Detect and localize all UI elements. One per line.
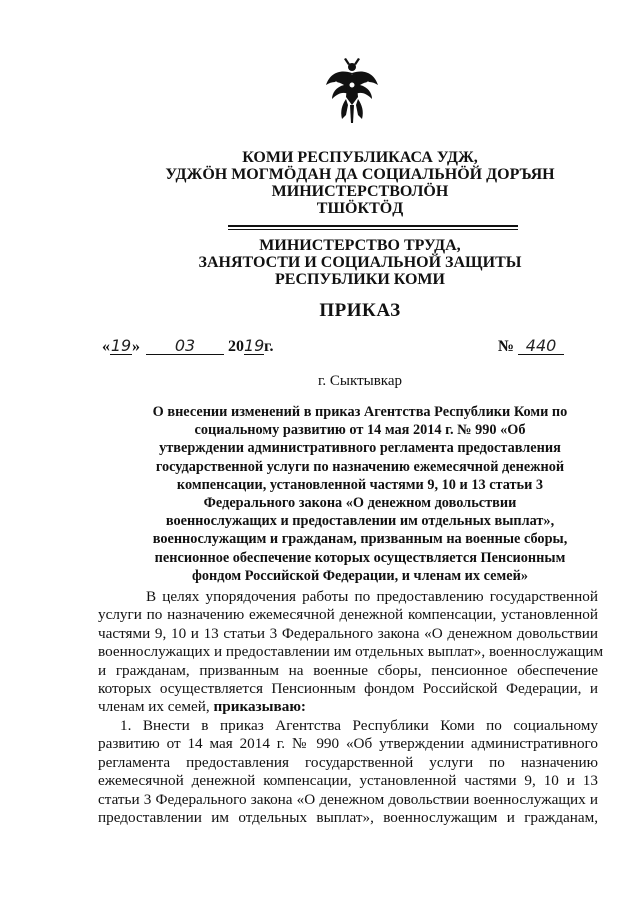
subject-line: военнослужащих и предоставлении им отдельных выплат», <box>165 513 555 530</box>
number-value: 440 <box>518 337 564 355</box>
body-line: частями 9, 10 и 13 статьи 3 Федерального закона «О денежном довольствии <box>98 624 598 642</box>
document-title: ПРИКАЗ <box>319 300 401 321</box>
subject-line: компенсации, установленной частями 9, 10 и 13 статьи 3 <box>176 476 544 493</box>
number-sign: № <box>498 338 515 355</box>
body-line: которых осуществляется Пенсионным фондом Российской Федерации, и <box>98 680 598 698</box>
date-close-quote: » <box>132 338 140 355</box>
body-line: статьи 3 Федерального закона «О денежном довольствии военнослужащих и <box>98 790 598 808</box>
russian-line-3: РЕСПУБЛИКИ КОМИ <box>275 271 445 288</box>
date-open-quote: « <box>102 338 110 355</box>
body-line: В целях упорядочения работы по предоставлению государственной <box>146 588 598 605</box>
date-year-abbr: г. <box>264 338 274 355</box>
russian-ministry-name <box>110 237 610 288</box>
order-date <box>102 337 273 356</box>
komi-deer-emblem <box>322 55 382 125</box>
russian-line-2: ЗАНЯТОСТИ И СОЦИАЛЬНОЙ ЗАЩИТЫ <box>198 254 522 271</box>
body-line: 1. Внести в приказ Агентства Республики Коми по социальному <box>120 717 598 734</box>
header-rule-thin <box>228 229 518 230</box>
date-year-prefix: 20 <box>228 338 244 355</box>
date-year-suffix: 19 <box>244 336 265 355</box>
order-subject <box>110 403 610 585</box>
komi-line-2: УДЖӦН МОГМӦДАН ДА СОЦИАЛЬНӦЙ ДОРЪЯН <box>165 166 555 183</box>
subject-line: пенсионное обеспечение которых осуществляется Пенсионным <box>154 549 566 566</box>
subject-line: утверждении административного регламента предоставления <box>159 440 561 457</box>
komi-ministry-name <box>110 149 610 217</box>
date-day: 19 <box>110 336 132 355</box>
body-line-last <box>98 698 598 716</box>
preamble-paragraph <box>98 588 604 717</box>
body-line: регламента предоставления государственной услуги по назначению <box>98 753 598 771</box>
body-line: развитию от 14 мая 2014 г. № 990 «Об утверждении административного <box>98 735 598 753</box>
subject-line: военнослужащим и гражданам, призванным на военные сборы, <box>152 531 568 548</box>
body-line: ежемесячной денежной компенсации, установленной частями 9, 10 и 13 <box>98 772 598 790</box>
body-line: членам их семей, <box>98 698 210 716</box>
body-line: военнослужащих и предоставлении им отдельных выплат», военнослужащим <box>98 643 604 661</box>
body-line: предоставлении им отдельных выплат», военнослужащим и гражданам, <box>98 809 598 827</box>
subject-line: Федерального закона «О денежном довольствии <box>203 495 517 512</box>
subject-line: государственной услуги по назначению ежемесячной денежной <box>155 458 565 475</box>
body-line: услуги по назначению ежемесячной денежной компенсации, установленной <box>98 606 598 624</box>
subject-line: О внесении изменений в приказ Агентства Республики Коми по <box>152 404 568 420</box>
city: г. Сыктывкар <box>317 373 403 389</box>
subject-line: социальному развитию от 14 мая 2014 г. № 990 «Об <box>194 422 526 439</box>
russian-line-1: МИНИСТЕРСТВО ТРУДА, <box>259 237 461 254</box>
date-month: 03 <box>146 337 224 355</box>
komi-line-3: МИНИСТЕРСТВОЛӦН <box>271 183 449 200</box>
order-verb: приказываю: <box>213 698 306 716</box>
komi-line-1: КОМИ РЕСПУБЛИКАСА УДЖ, <box>242 149 478 166</box>
item-1-paragraph <box>98 717 598 827</box>
komi-line-4: ТШӦКТӦД <box>316 200 404 217</box>
body-line: и гражданам, призванным на военные сборы, пенсионное обеспечение <box>98 661 598 679</box>
order-number <box>498 337 564 356</box>
subject-line: фондом Российской Федерации, и членам их семей» <box>192 567 528 584</box>
header-rule-thick <box>228 225 518 227</box>
